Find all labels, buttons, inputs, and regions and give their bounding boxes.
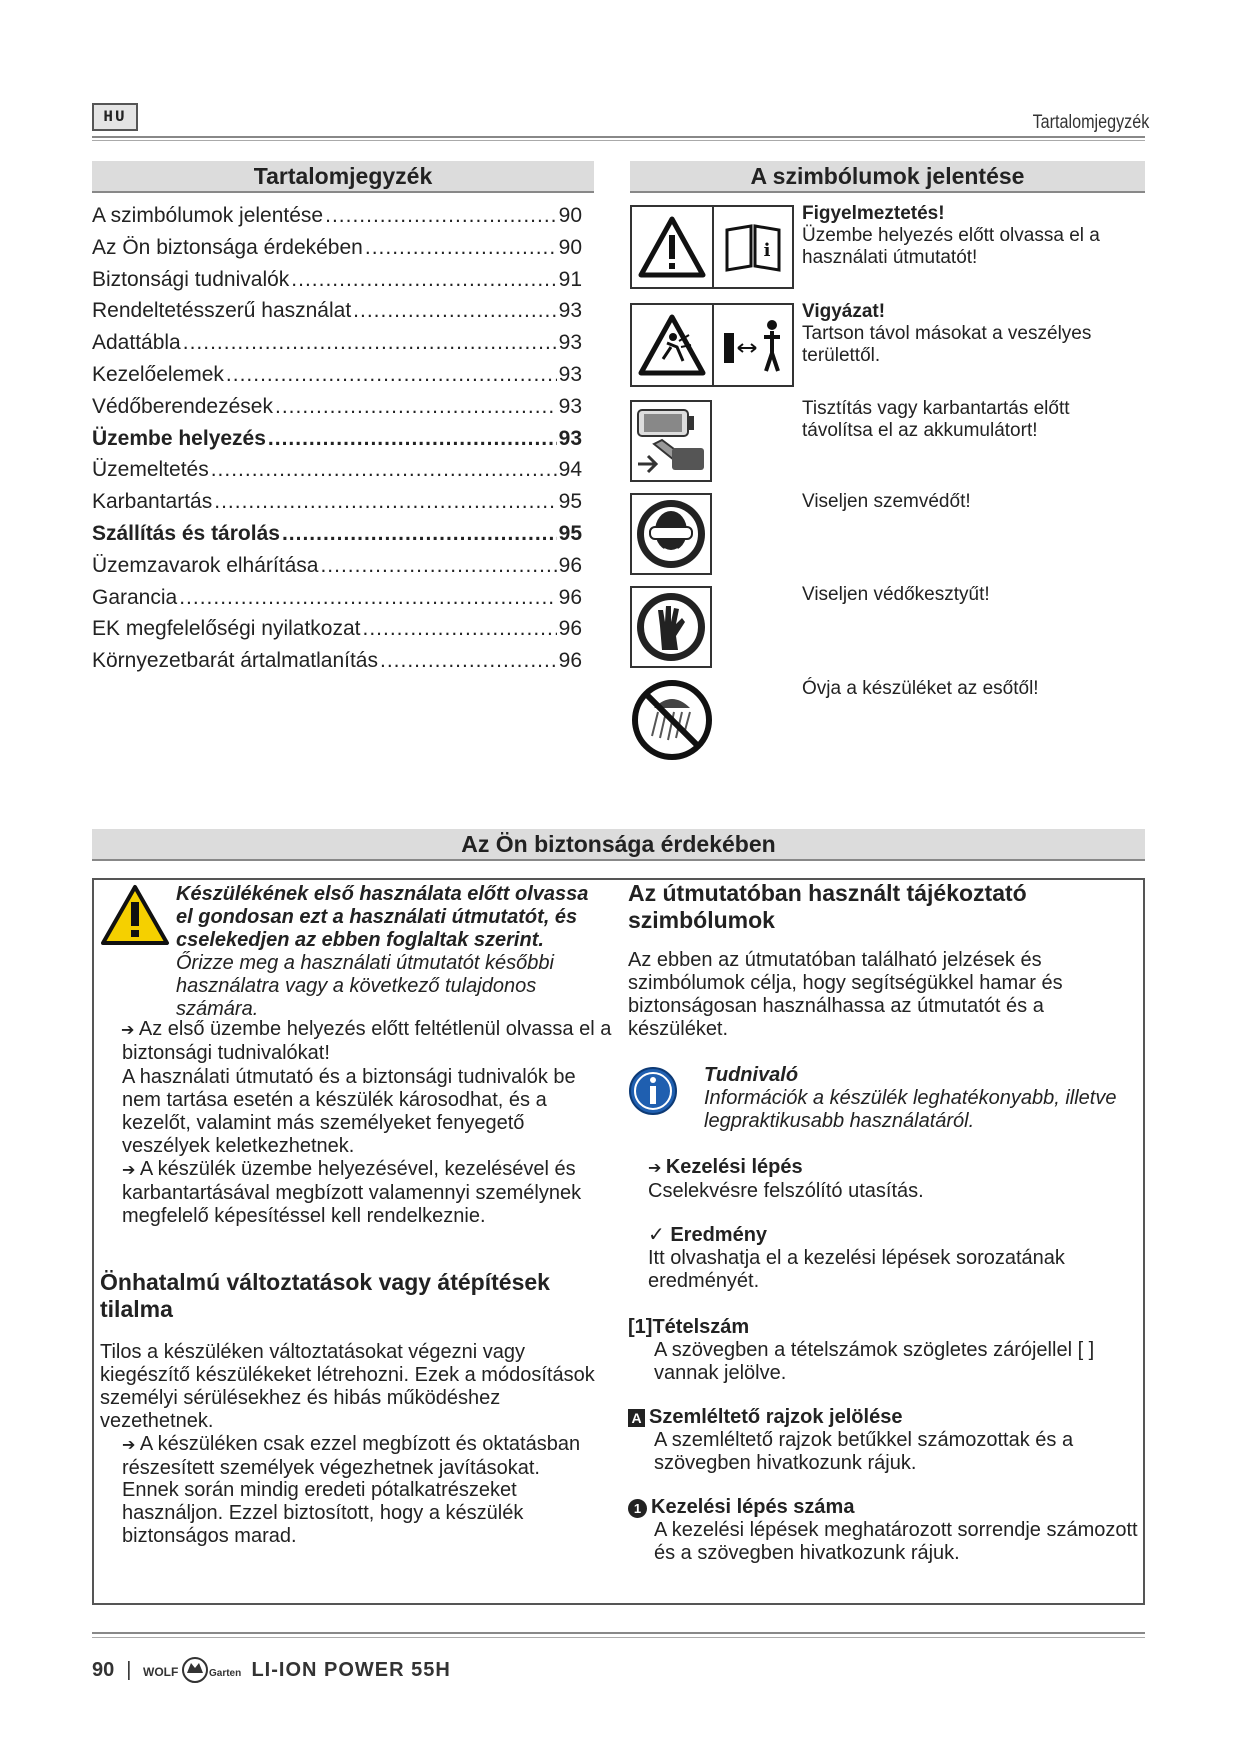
toc-entry[interactable] (92, 582, 582, 614)
toc-entry[interactable] (92, 359, 582, 391)
symbol-1-desc: Üzembe helyezés előtt olvassa el a használati útmutatót! (802, 225, 1100, 268)
running-header: Tartalomjegyzék (1032, 112, 1149, 133)
note-text: Információk a készülék leghatékonyabb, illetve legpraktikusabb használatáról. (704, 1087, 1117, 1132)
safety-step-2-text: A készülék üzembe helyezésével, kezelésével és karbantartásával megbízott valamennyi személynek megfelelő képesítéssel kell rendelkeznie. (122, 1158, 582, 1227)
info-intro: Az ebben az útmutatóban található jelzések és szimbólumok célja, hogy segítségükkel hamar és biztonságosan használhassa az útmutatót és a készüléket. (628, 949, 1063, 1040)
toc-entry-page: 93 (558, 426, 582, 450)
toc-leader-dots (365, 232, 557, 264)
toc-leader-dots (268, 423, 557, 455)
toc-entry[interactable] (92, 295, 582, 327)
step-arrow-icon (121, 1018, 139, 1040)
safety-title: Az Ön biztonsága érdekében (92, 829, 1145, 861)
toc-leader-dots (282, 518, 557, 550)
toc-entry-label: Az Ön biztonsága érdekében (92, 235, 363, 259)
symbol-2-text (802, 301, 1142, 367)
toc-entry-label: A szimbólumok jelentése (92, 204, 324, 227)
safety-intro-bold: Készülékének első használata előtt olvassa el gondosan ezt a használati útmutatót, és cselekedjen az ebben foglaltak szerint. (176, 883, 589, 951)
toc-entry-page: 90 (558, 204, 582, 227)
toc-entry-page: 93 (558, 362, 582, 386)
safety-step-1 (122, 1018, 627, 1065)
toc-entry-page: 93 (558, 299, 582, 323)
symbol-6-desc: Óvja a készüléket az esőtől! (802, 678, 1039, 699)
figure-legend (628, 1406, 1138, 1475)
toc-entry[interactable] (92, 613, 582, 645)
toc-leader-dots (275, 391, 557, 423)
symbol-keep-distance (630, 303, 794, 387)
step-number-title: Kezelési lépés száma (651, 1496, 855, 1518)
toc-leader-dots (353, 295, 556, 327)
result-legend (648, 1224, 1138, 1293)
safety-intro (176, 883, 596, 1021)
toc-entry-label: Üzemzavarok elhárítása (92, 553, 319, 577)
result-legend-text: Itt olvashatja el a kezelési lépések sorozatának eredményét. (648, 1247, 1065, 1292)
footer-divider-thin (92, 1637, 1145, 1638)
toc-entry[interactable] (92, 645, 582, 677)
toc-entry-page: 93 (558, 394, 582, 418)
item-number-marker: [1] (628, 1316, 653, 1338)
warning-triangle-icon (632, 207, 714, 287)
toc-leader-dots (380, 645, 557, 677)
toc-entry-page: 96 (558, 649, 582, 673)
toc-entry[interactable] (92, 232, 582, 264)
language-badge: HU (92, 103, 138, 131)
person-distance-icon (714, 305, 792, 385)
symbol-1-text (802, 203, 1142, 269)
modification-heading: Önhatalmú változtatások vagy átépítések tilalma (100, 1269, 550, 1322)
toc-leader-dots (320, 550, 556, 582)
toc-entry-label: Biztonsági tudnivalók (92, 267, 290, 291)
toc-entry[interactable] (92, 391, 582, 423)
safety-step-1-text: Az első üzembe helyezés előtt feltétlenül olvassa el a biztonsági tudnivalókat! (122, 1018, 612, 1064)
toc-entry-page: 96 (558, 585, 582, 609)
toc-entry-label: EK megfelelőségi nyilatkozat (92, 617, 361, 641)
step-number-text: A kezelési lépések meghatározott sorrendje számozott és a szövegben hivatkozunk rájuk. (654, 1519, 1138, 1564)
no-rain-icon (630, 678, 714, 762)
info-circle-icon (628, 1066, 678, 1121)
step-legend-text: Cselekvésre felszólító utasítás. (648, 1180, 924, 1202)
toc-entry-label: Rendeltetésszerű használat (92, 299, 352, 323)
modification-para: Tilos a készüléken változtatásokat végezni vagy kiegészítő készülékeket létrehozni. Ezek a módosítások személyi sérülésekhez és hibás működéshez vezethetnek. (100, 1341, 595, 1432)
toc-entry-page: 96 (558, 553, 582, 577)
toc-leader-dots (325, 200, 557, 232)
svg-text:WOLF: WOLF (143, 1665, 179, 1679)
battery-removal-icon (630, 400, 712, 482)
step-legend-title: Kezelési lépés (665, 1156, 803, 1178)
info-symbols-heading: Az útmutatóban használt tájékoztató szimbólumok (628, 880, 1027, 933)
safety-step-3 (122, 1433, 642, 1480)
toc-leader-dots (291, 264, 556, 296)
header-divider (92, 136, 1145, 138)
footer (92, 1655, 451, 1685)
toc-leader-dots (214, 486, 556, 518)
toc-leader-dots (179, 582, 556, 614)
thrown-objects-warning-icon (632, 305, 714, 385)
symbol-4-desc: Viseljen szemvédőt! (802, 491, 971, 512)
safety-intro-rest: Őrizze meg a használati útmutatót későbbi használatra vagy a következő tulajdonos számára. (176, 952, 554, 1020)
gloves-icon (630, 586, 712, 668)
safety-para-1: A használati útmutató és a biztonsági tudnivalók be nem tartása esetén a készülék károsodhat, és a kezelőt, valamint más személyeket fenyegető veszélyek keletkezhetnek. (122, 1066, 576, 1157)
figure-marker-icon: A (628, 1409, 645, 1427)
symbol-2-desc: Tartson távol másokat a veszélyes területtől. (802, 323, 1092, 366)
toc-leader-dots (226, 359, 557, 391)
toc-entry[interactable] (92, 454, 582, 486)
brand-logo (143, 1655, 247, 1685)
toc-entry-label: Üzembe helyezés (92, 426, 266, 450)
footer-separator: | (126, 1658, 132, 1681)
toc-leader-dots (362, 613, 556, 645)
item-number-title: Tételszám (652, 1316, 750, 1338)
symbol-5-desc: Viseljen védőkesztyűt! (802, 584, 990, 605)
step-number-marker-icon: 1 (628, 1499, 647, 1518)
item-number-legend (628, 1316, 1138, 1385)
svg-text:Garten: Garten (209, 1668, 242, 1679)
note-title: Tudnivaló (704, 1064, 799, 1086)
toc-title: Tartalomjegyzék (92, 161, 594, 193)
symbols-title: A szimbólumok jelentése (630, 161, 1145, 193)
toc-entry[interactable] (92, 327, 582, 359)
toc-entry[interactable] (92, 550, 582, 582)
step-arrow-icon (648, 1156, 666, 1178)
safety-step-2 (122, 1158, 612, 1228)
toc-entry-page: 95 (558, 521, 582, 545)
figure-legend-text: A szemléltető rajzok betűkkel számozottak és a szövegben hivatkozunk rájuk. (654, 1429, 1074, 1474)
header-divider-thin (92, 140, 1145, 141)
toc-entry-page: 93 (558, 331, 582, 355)
wolf-garten-logo-icon (143, 1655, 247, 1685)
symbol-1-title: Figyelmeztetés! (802, 203, 945, 224)
footer-model: LI-ION POWER 55H (251, 1658, 451, 1681)
figure-legend-title: Szemléltető rajzok jelölése (649, 1406, 903, 1428)
toc-entry[interactable] (92, 264, 582, 296)
toc-entry-label: Karbantartás (92, 490, 213, 514)
caution-triangle-icon (100, 884, 170, 951)
toc-entry-page: 90 (558, 235, 582, 259)
toc-entry-page: 94 (558, 458, 582, 482)
toc-entry-page: 95 (558, 490, 582, 514)
toc-entry-label: Szállítás és tárolás (92, 521, 280, 545)
toc-entry-page: 91 (558, 267, 582, 291)
step-legend (648, 1156, 1138, 1203)
toc-entry-label: Üzemeltetés (92, 458, 209, 482)
result-legend-title: Eredmény (670, 1224, 768, 1246)
toc-entry[interactable] (92, 486, 582, 518)
eye-protection-icon (630, 493, 712, 575)
toc-list (92, 200, 582, 677)
toc-leader-dots (211, 454, 557, 486)
toc-entry-page: 96 (558, 617, 582, 641)
toc-entry-label: Védőberendezések (92, 394, 273, 418)
svg-text:i: i (763, 240, 771, 261)
step-arrow-icon (122, 1158, 140, 1180)
symbol-2-title: Vigyázat! (802, 301, 886, 322)
manual-book-icon (714, 207, 792, 287)
symbol-3-desc: Tisztítás vagy karbantartás előtt távolítsa el az akkumulátort! (802, 398, 1070, 441)
note-block (704, 1064, 1144, 1133)
footer-divider (92, 1632, 1145, 1634)
item-number-text: A szövegben a tételszámok szögletes zárójellel [ ] vannak jelölve. (654, 1339, 1095, 1384)
toc-entry[interactable] (92, 200, 582, 232)
toc-entry-label: Környezetbarát ártalmatlanítás (92, 649, 378, 673)
toc-entry-label: Kezelőelemek (92, 362, 224, 386)
safety-step-3-text: A készüléken csak ezzel megbízott és oktatásban részesített személyek végezhetnek javításokat. (122, 1433, 581, 1479)
toc-entry-label: Adattábla (92, 331, 181, 355)
symbol-read-manual (630, 205, 794, 289)
toc-entry[interactable] (92, 518, 582, 550)
toc-entry[interactable] (92, 423, 582, 455)
footer-page-number: 90 (92, 1658, 115, 1681)
checkmark-icon: ✓ (648, 1224, 671, 1246)
toc-leader-dots (183, 327, 557, 359)
step-arrow-icon (122, 1433, 140, 1455)
step-number-legend (628, 1496, 1138, 1565)
repair-para: Ennek során mindig eredeti pótalkatrészeket használjon. Ezzel biztosított, hogy a készülék biztonságos marad. (122, 1479, 524, 1547)
toc-entry-label: Garancia (92, 585, 178, 609)
